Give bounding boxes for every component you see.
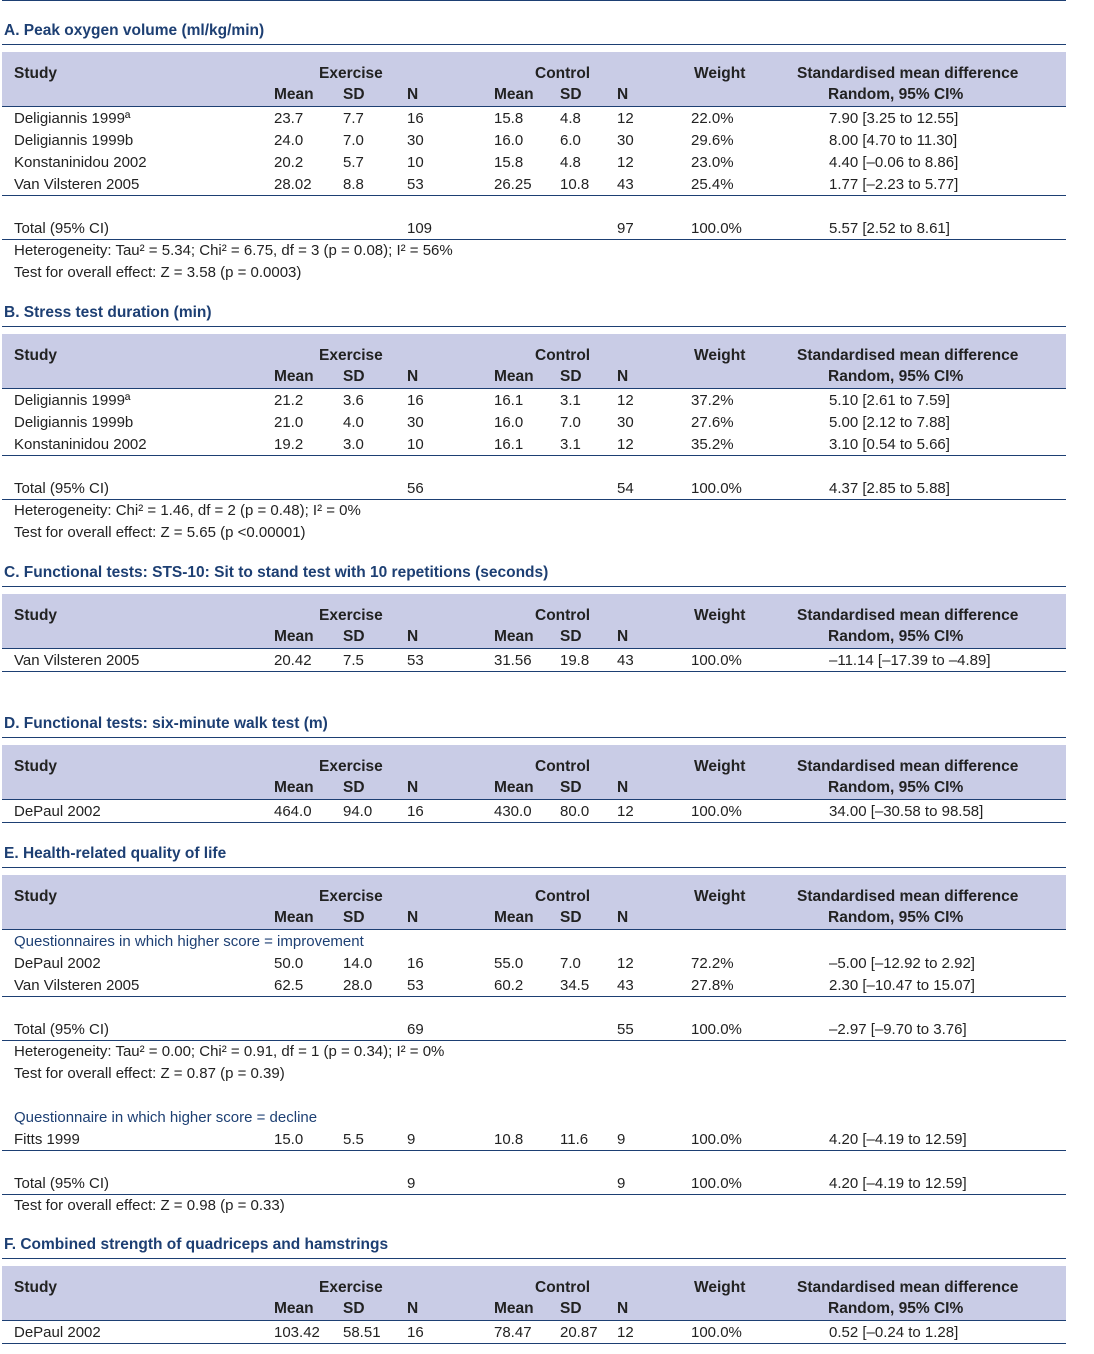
header-mean: Mean: [274, 779, 314, 796]
study-name: DePaul 2002: [14, 803, 101, 820]
header-weight: Weight: [694, 758, 746, 775]
header-study: Study: [14, 888, 58, 905]
exercise-sd: 7.0: [343, 132, 364, 149]
total-smd-ci: 5.57 [2.52 to 8.61]: [829, 220, 950, 237]
section-title-underline: [2, 867, 1066, 868]
exercise-n: 30: [407, 414, 424, 431]
control-n: 12: [617, 110, 634, 127]
header-sd: SD: [560, 1300, 582, 1317]
section-title: C. Functional tests: STS-10: Sit to stand test with 10 repetitions (seconds): [4, 564, 549, 581]
header-study: Study: [14, 1279, 58, 1296]
control-sd: 3.1: [560, 436, 581, 453]
exercise-sd: 8.8: [343, 176, 364, 193]
weight: 27.6%: [691, 414, 734, 431]
control-sd: 80.0: [560, 803, 590, 820]
section-title: B. Stress test duration (min): [4, 304, 212, 321]
control-sd: 10.8: [560, 176, 590, 193]
section-title-underline: [2, 1258, 1066, 1259]
header-sd: SD: [560, 909, 582, 926]
header-control: Control: [535, 758, 591, 775]
header-mean: Mean: [494, 909, 534, 926]
header-control: Control: [535, 65, 591, 82]
header-sd: SD: [343, 779, 365, 796]
study-name: Deligiannis 1999ª: [14, 110, 131, 127]
exercise-sd: 7.7: [343, 110, 364, 127]
subgroup-label: Questionnaires in which higher score = improvement: [14, 933, 364, 950]
weight: 25.4%: [691, 176, 734, 193]
header-study: Study: [14, 65, 58, 82]
header-mean: Mean: [494, 628, 534, 645]
study-name: Van Vilsteren 2005: [14, 652, 140, 669]
control-mean: 430.0: [494, 803, 532, 820]
header-n: N: [407, 628, 419, 645]
control-mean: 16.1: [494, 392, 524, 409]
header-random-ci: Random, 95% CI%: [828, 628, 964, 645]
total-control-n: 54: [617, 480, 634, 497]
control-n: 12: [617, 154, 634, 171]
study-name: Deligiannis 1999b: [14, 132, 134, 149]
exercise-sd: 4.0: [343, 414, 364, 431]
smd-ci: 5.10 [2.61 to 7.59]: [829, 392, 950, 409]
exercise-mean: 20.2: [274, 154, 304, 171]
header-n: N: [617, 86, 629, 103]
rows-underline: [2, 996, 1066, 997]
total-weight: 100.0%: [691, 1021, 742, 1038]
total-smd-ci: 4.20 [–4.19 to 12.59]: [829, 1175, 967, 1192]
smd-ci: 0.52 [–0.24 to 1.28]: [829, 1324, 959, 1341]
header-n: N: [617, 368, 629, 385]
header-exercise: Exercise: [319, 347, 383, 364]
header-control: Control: [535, 347, 591, 364]
header-random-ci: Random, 95% CI%: [828, 368, 964, 385]
study-name: Deligiannis 1999b: [14, 414, 134, 431]
header-sd: SD: [560, 86, 582, 103]
header-control: Control: [535, 1279, 591, 1296]
control-sd: 7.0: [560, 955, 581, 972]
header-study: Study: [14, 347, 58, 364]
section-title: E. Health-related quality of life: [4, 845, 227, 862]
header-n: N: [617, 628, 629, 645]
study-name: Fitts 1999: [14, 1131, 80, 1148]
section-title: D. Functional tests: six-minute walk test (m): [4, 715, 328, 732]
exercise-mean: 464.0: [274, 803, 312, 820]
header-weight: Weight: [694, 347, 746, 364]
exercise-mean: 28.02: [274, 176, 312, 193]
total-exercise-n: 69: [407, 1021, 424, 1038]
exercise-mean: 62.5: [274, 977, 304, 994]
header-sd: SD: [343, 1300, 365, 1317]
control-sd: 11.6: [560, 1131, 589, 1148]
stats-note: Test for overall effect: Z = 0.98 (p = 0.33): [14, 1197, 285, 1214]
exercise-sd: 3.6: [343, 392, 364, 409]
control-n: 9: [617, 1131, 626, 1148]
exercise-mean: 19.2: [274, 436, 304, 453]
rows-underline: [2, 1150, 1066, 1151]
study-name: DePaul 2002: [14, 1324, 101, 1341]
total-smd-ci: 4.37 [2.85 to 5.88]: [829, 480, 950, 497]
header-sd: SD: [343, 86, 365, 103]
control-sd: 4.8: [560, 154, 581, 171]
exercise-sd: 5.7: [343, 154, 364, 171]
header-sd: SD: [343, 368, 365, 385]
header-sd: SD: [560, 628, 582, 645]
section-title-underline: [2, 737, 1066, 738]
rows-underline: [2, 195, 1066, 196]
study-name: Van Vilsteren 2005: [14, 176, 140, 193]
header-mean: Mean: [494, 1300, 534, 1317]
stats-note: Test for overall effect: Z = 3.58 (p = 0.0003): [14, 264, 302, 281]
total-underline: [2, 499, 1066, 500]
smd-ci: 4.40 [–0.06 to 8.86]: [829, 154, 959, 171]
smd-ci: 34.00 [–30.58 to 98.58]: [829, 803, 984, 820]
exercise-mean: 21.0: [274, 414, 304, 431]
rows-underline: [2, 455, 1066, 456]
smd-ci: 5.00 [2.12 to 7.88]: [829, 414, 950, 431]
weight: 72.2%: [691, 955, 734, 972]
exercise-n: 16: [407, 392, 424, 409]
control-n: 43: [617, 652, 634, 669]
exercise-mean: 23.7: [274, 110, 304, 127]
header-n: N: [407, 909, 419, 926]
total-control-n: 97: [617, 220, 634, 237]
exercise-sd: 94.0: [343, 803, 373, 820]
stats-note: Test for overall effect: Z = 5.65 (p <0.00001): [14, 524, 306, 541]
control-sd: 19.8: [560, 652, 590, 669]
study-name: Van Vilsteren 2005: [14, 977, 140, 994]
exercise-sd: 28.0: [343, 977, 373, 994]
control-mean: 78.47: [494, 1324, 532, 1341]
section-title: F. Combined strength of quadriceps and hamstrings: [4, 1236, 389, 1253]
control-sd: 7.0: [560, 414, 581, 431]
weight: 23.0%: [691, 154, 734, 171]
header-exercise: Exercise: [319, 758, 383, 775]
study-name: DePaul 2002: [14, 955, 101, 972]
exercise-n: 10: [407, 436, 424, 453]
header-random-ci: Random, 95% CI%: [828, 1300, 964, 1317]
control-sd: 20.87: [560, 1324, 598, 1341]
exercise-n: 53: [407, 176, 424, 193]
header-random-ci: Random, 95% CI%: [828, 779, 964, 796]
control-n: 43: [617, 176, 634, 193]
exercise-n: 16: [407, 955, 424, 972]
weight: 29.6%: [691, 132, 734, 149]
header-n: N: [407, 779, 419, 796]
smd-ci: 1.77 [–2.23 to 5.77]: [829, 176, 959, 193]
control-n: 30: [617, 132, 634, 149]
header-sd: SD: [560, 779, 582, 796]
weight: 100.0%: [691, 1131, 742, 1148]
total-weight: 100.0%: [691, 1175, 742, 1192]
control-n: 12: [617, 1324, 634, 1341]
exercise-sd: 3.0: [343, 436, 364, 453]
header-n: N: [617, 1300, 629, 1317]
stats-note: Heterogeneity: Chi² = 1.46, df = 2 (p = 0.48); I² = 0%: [14, 502, 361, 519]
exercise-sd: 7.5: [343, 652, 364, 669]
header-smd: Standardised mean difference: [797, 888, 1019, 905]
total-underline: [2, 1040, 1066, 1041]
section-title-underline: [2, 586, 1066, 587]
stats-note: Heterogeneity: Tau² = 0.00; Chi² = 0.91, df = 1 (p = 0.34); I² = 0%: [14, 1043, 445, 1060]
weight: 22.0%: [691, 110, 734, 127]
smd-ci: 3.10 [0.54 to 5.66]: [829, 436, 950, 453]
header-mean: Mean: [274, 86, 314, 103]
exercise-n: 16: [407, 1324, 424, 1341]
header-mean: Mean: [494, 368, 534, 385]
rows-underline: [2, 822, 1066, 823]
total-smd-ci: –2.97 [–9.70 to 3.76]: [829, 1021, 967, 1038]
stats-note: Test for overall effect: Z = 0.87 (p = 0.39): [14, 1065, 285, 1082]
section-title: A. Peak oxygen volume (ml/kg/min): [4, 22, 265, 39]
section-title-underline: [2, 326, 1066, 327]
header-n: N: [617, 779, 629, 796]
control-mean: 31.56: [494, 652, 532, 669]
total-weight: 100.0%: [691, 220, 742, 237]
control-n: 12: [617, 392, 634, 409]
header-weight: Weight: [694, 65, 746, 82]
total-underline: [2, 1194, 1066, 1195]
header-mean: Mean: [494, 86, 534, 103]
header-random-ci: Random, 95% CI%: [828, 86, 964, 103]
header-mean: Mean: [274, 368, 314, 385]
exercise-mean: 24.0: [274, 132, 304, 149]
exercise-mean: 21.2: [274, 392, 304, 409]
study-name: Konstaninidou 2002: [14, 154, 147, 171]
control-sd: 6.0: [560, 132, 581, 149]
total-exercise-n: 56: [407, 480, 424, 497]
control-sd: 34.5: [560, 977, 590, 994]
smd-ci: 4.20 [–4.19 to 12.59]: [829, 1131, 967, 1148]
total-label: Total (95% CI): [14, 480, 110, 497]
section-title-underline: [2, 44, 1066, 45]
header-n: N: [407, 1300, 419, 1317]
header-n: N: [407, 86, 419, 103]
stats-note: Heterogeneity: Tau² = 5.34; Chi² = 6.75, df = 3 (p = 0.08); I² = 56%: [14, 242, 453, 259]
total-control-n: 9: [617, 1175, 626, 1192]
control-mean: 55.0: [494, 955, 524, 972]
control-n: 12: [617, 803, 634, 820]
control-mean: 15.8: [494, 110, 524, 127]
smd-ci: –5.00 [–12.92 to 2.92]: [829, 955, 975, 972]
study-name: Konstaninidou 2002: [14, 436, 147, 453]
header-study: Study: [14, 758, 58, 775]
control-sd: 3.1: [560, 392, 581, 409]
header-n: N: [617, 909, 629, 926]
total-weight: 100.0%: [691, 480, 742, 497]
weight: 35.2%: [691, 436, 734, 453]
header-weight: Weight: [694, 888, 746, 905]
header-n: N: [407, 368, 419, 385]
header-weight: Weight: [694, 607, 746, 624]
header-control: Control: [535, 607, 591, 624]
total-label: Total (95% CI): [14, 1021, 110, 1038]
control-mean: 16.1: [494, 436, 524, 453]
control-sd: 4.8: [560, 110, 581, 127]
exercise-n: 30: [407, 132, 424, 149]
weight: 27.8%: [691, 977, 734, 994]
total-control-n: 55: [617, 1021, 634, 1038]
control-mean: 60.2: [494, 977, 524, 994]
exercise-mean: 103.42: [274, 1324, 320, 1341]
total-label: Total (95% CI): [14, 220, 110, 237]
total-exercise-n: 9: [407, 1175, 416, 1192]
exercise-n: 53: [407, 977, 424, 994]
weight: 100.0%: [691, 803, 742, 820]
header-weight: Weight: [694, 1279, 746, 1296]
header-study: Study: [14, 607, 58, 624]
header-mean: Mean: [274, 1300, 314, 1317]
exercise-mean: 15.0: [274, 1131, 304, 1148]
exercise-sd: 5.5: [343, 1131, 364, 1148]
total-underline: [2, 239, 1066, 240]
smd-ci: 2.30 [–10.47 to 15.07]: [829, 977, 975, 994]
header-exercise: Exercise: [319, 65, 383, 82]
control-mean: 16.0: [494, 132, 524, 149]
exercise-n: 10: [407, 154, 424, 171]
study-name: Deligiannis 1999ª: [14, 392, 131, 409]
exercise-n: 16: [407, 803, 424, 820]
exercise-sd: 14.0: [343, 955, 373, 972]
exercise-n: 16: [407, 110, 424, 127]
rows-underline: [2, 1343, 1066, 1344]
exercise-mean: 50.0: [274, 955, 304, 972]
control-n: 43: [617, 977, 634, 994]
control-n: 30: [617, 414, 634, 431]
control-n: 12: [617, 436, 634, 453]
header-random-ci: Random, 95% CI%: [828, 909, 964, 926]
header-smd: Standardised mean difference: [797, 607, 1019, 624]
rows-underline: [2, 671, 1066, 672]
exercise-n: 9: [407, 1131, 416, 1148]
total-exercise-n: 109: [407, 220, 433, 237]
header-smd: Standardised mean difference: [797, 347, 1019, 364]
control-mean: 26.25: [494, 176, 532, 193]
header-exercise: Exercise: [319, 1279, 383, 1296]
header-mean: Mean: [274, 909, 314, 926]
exercise-n: 53: [407, 652, 424, 669]
total-label: Total (95% CI): [14, 1175, 110, 1192]
header-control: Control: [535, 888, 591, 905]
subgroup-label: Questionnaire in which higher score = decline: [14, 1109, 318, 1126]
top-rule: [2, 0, 1066, 1]
smd-ci: 8.00 [4.70 to 11.30]: [829, 132, 958, 149]
control-n: 12: [617, 955, 634, 972]
smd-ci: –11.14 [–17.39 to –4.89]: [829, 652, 991, 669]
header-smd: Standardised mean difference: [797, 65, 1019, 82]
header-smd: Standardised mean difference: [797, 1279, 1019, 1296]
control-mean: 15.8: [494, 154, 524, 171]
header-smd: Standardised mean difference: [797, 758, 1019, 775]
weight: 37.2%: [691, 392, 734, 409]
header-exercise: Exercise: [319, 888, 383, 905]
control-mean: 10.8: [494, 1131, 524, 1148]
header-sd: SD: [343, 628, 365, 645]
header-mean: Mean: [494, 779, 534, 796]
exercise-sd: 58.51: [343, 1324, 381, 1341]
weight: 100.0%: [691, 1324, 742, 1341]
header-sd: SD: [560, 368, 582, 385]
header-exercise: Exercise: [319, 607, 383, 624]
weight: 100.0%: [691, 652, 742, 669]
header-sd: SD: [343, 909, 365, 926]
control-mean: 16.0: [494, 414, 524, 431]
header-mean: Mean: [274, 628, 314, 645]
exercise-mean: 20.42: [274, 652, 312, 669]
smd-ci: 7.90 [3.25 to 12.55]: [829, 110, 959, 127]
